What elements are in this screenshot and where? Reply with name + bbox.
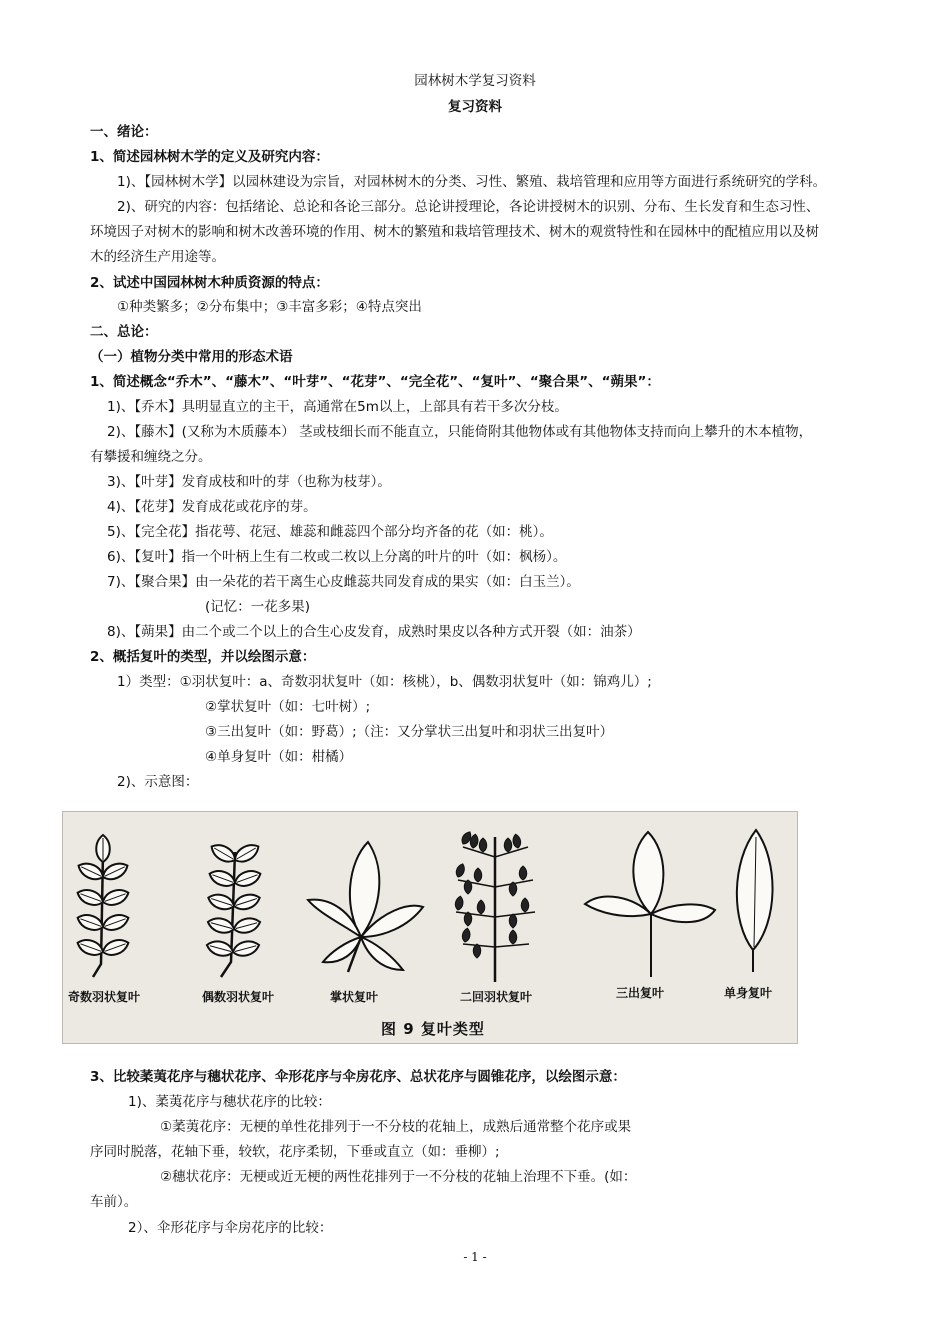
term-definition: 4)、【花芽】发育成花或花序的芽。 (107, 499, 317, 515)
leaf-label-palmate: 掌状复叶 (329, 990, 378, 1004)
paragraph: 木的经济生产用途等。 (90, 249, 225, 265)
document-title: 园林树木学复习资料 (414, 73, 536, 89)
question: 3、比较葇荑花序与穗状花序、伞形花序与伞房花序、总状花序与圆锥花序，以绘图示意： (90, 1069, 626, 1085)
term-definition: 有攀援和缠绕之分。 (90, 449, 212, 465)
leaf-label-unifoliate: 单身复叶 (723, 986, 772, 1000)
term-definition: 8)、【蒴果】由二个或二个以上的合生心皮发育，成熟时果皮以各种方式开裂（如：油茶） (107, 624, 641, 640)
paragraph: 1)、葇荑花序与穗状花序的比较： (128, 1094, 331, 1110)
odd-pinnate-leaf-drawing (75, 835, 130, 977)
paragraph: 1)、【园林树木学】以园林建设为宗旨，对园林树木的分类、习性、繁殖、栽培管理和应用等方面进行系统研究的学科。 (117, 174, 827, 190)
page-number: - 1 - (463, 1250, 487, 1264)
paragraph: 车前）。 (90, 1194, 138, 1210)
term-definition: 1)、【乔木】具明显直立的主干，高通常在5m以上，上部具有若干多次分枝。 (107, 399, 568, 415)
paragraph: ①种类繁多；②分布集中；③丰富多彩；④特点突出 (117, 299, 422, 315)
question: 1、简述概念“乔木”、“藤木”、“叶芽”、“花芽”、“完全花”、“复叶”、“聚合果”、“蒴果”： (90, 374, 660, 390)
paragraph: ②掌状复叶（如：七叶树）; (205, 699, 371, 715)
unifoliate-leaf-drawing (737, 830, 773, 972)
question: 2、概括复叶的类型，并以绘图示意： (90, 649, 316, 665)
paragraph: ③三出复叶（如：野葛）;（注：又分掌状三出复叶和羽状三出复叶） (205, 724, 614, 740)
term-definition: 2)、【藤木】(又称为木质藤本） 茎或枝细长而不能直立，只能倚附其他物体或有其他物体支持而向上攀升的木本植物， (107, 424, 813, 440)
memory-note: (记忆：一花多果) (205, 599, 311, 615)
term-definition: 7)、【聚合果】由一朵花的若干离生心皮雌蕊共同发育成的果实（如：白玉兰）。 (107, 574, 580, 590)
leaf-label-even-pinnate: 偶数羽状复叶 (201, 990, 274, 1004)
leaf-label-trifoliate: 三出复叶 (615, 986, 664, 1000)
document-subtitle: 复习资料 (448, 99, 502, 115)
section-heading: 二、总论： (90, 324, 158, 340)
paragraph: 1）类型：①羽状复叶：a、奇数羽状复叶（如：核桃），b、偶数羽状复叶（如：锦鸡儿）; (117, 674, 652, 690)
paragraph: 2）、伞形花序与伞房花序的比较： (128, 1220, 333, 1236)
term-definition: 3)、【叶芽】发育成枝和叶的芽（也称为枝芽）。 (107, 474, 391, 490)
paragraph: 2)、示意图： (117, 774, 199, 790)
paragraph: ①葇荑花序：无梗的单性花排列于一不分枝的花轴上，成熟后通常整个花序或果 (160, 1119, 632, 1135)
question: 1、简述园林树木学的定义及研究内容： (90, 149, 329, 165)
compound-leaf-figure (62, 811, 798, 1044)
trifoliate-leaf-drawing (585, 832, 715, 977)
paragraph: 环境因子对树木的影响和树木改善环境的作用、树木的繁殖和栽培管理技术、树木的观赏特性和在园林中的配植应用以及树 (90, 224, 819, 240)
leaf-label-bipinnate: 二回羽状复叶 (459, 990, 532, 1004)
palmate-leaf-drawing (308, 842, 423, 972)
leaf-label-odd-pinnate: 奇数羽状复叶 (67, 990, 140, 1004)
paragraph: 序同时脱落，花轴下垂，较软，花序柔韧，下垂或直立（如：垂柳）; (90, 1144, 500, 1160)
section-heading: 一、绪论： (90, 124, 158, 140)
paragraph: ②穗状花序：无梗或近无梗的两性花排列于一不分枝的花轴上治理不下垂。(如： (160, 1169, 637, 1185)
question: 2、试述中国园林树木种质资源的特点： (90, 275, 329, 291)
figure-caption: 图 9 复叶类型 (381, 1020, 485, 1038)
subsection-heading: （一）植物分类中常用的形态术语 (90, 349, 293, 365)
even-pinnate-leaf-drawing (205, 841, 263, 977)
paragraph: ④单身复叶（如：柑橘） (205, 749, 353, 765)
leaf-drawings (63, 812, 797, 1043)
term-definition: 6)、【复叶】指一个叶柄上生有二枚或二枚以上分离的叶片的叶（如：枫杨）。 (107, 549, 567, 565)
bipinnate-leaf-drawing (454, 830, 535, 982)
paragraph: 2)、研究的内容：包括绪论、总论和各论三部分。总论讲授理论，各论讲授树木的识别、分布、生长发育和生态习性、 (117, 199, 820, 215)
term-definition: 5)、【完全花】指花萼、花冠、雄蕊和雌蕊四个部分均齐备的花（如：桃）。 (107, 524, 553, 540)
